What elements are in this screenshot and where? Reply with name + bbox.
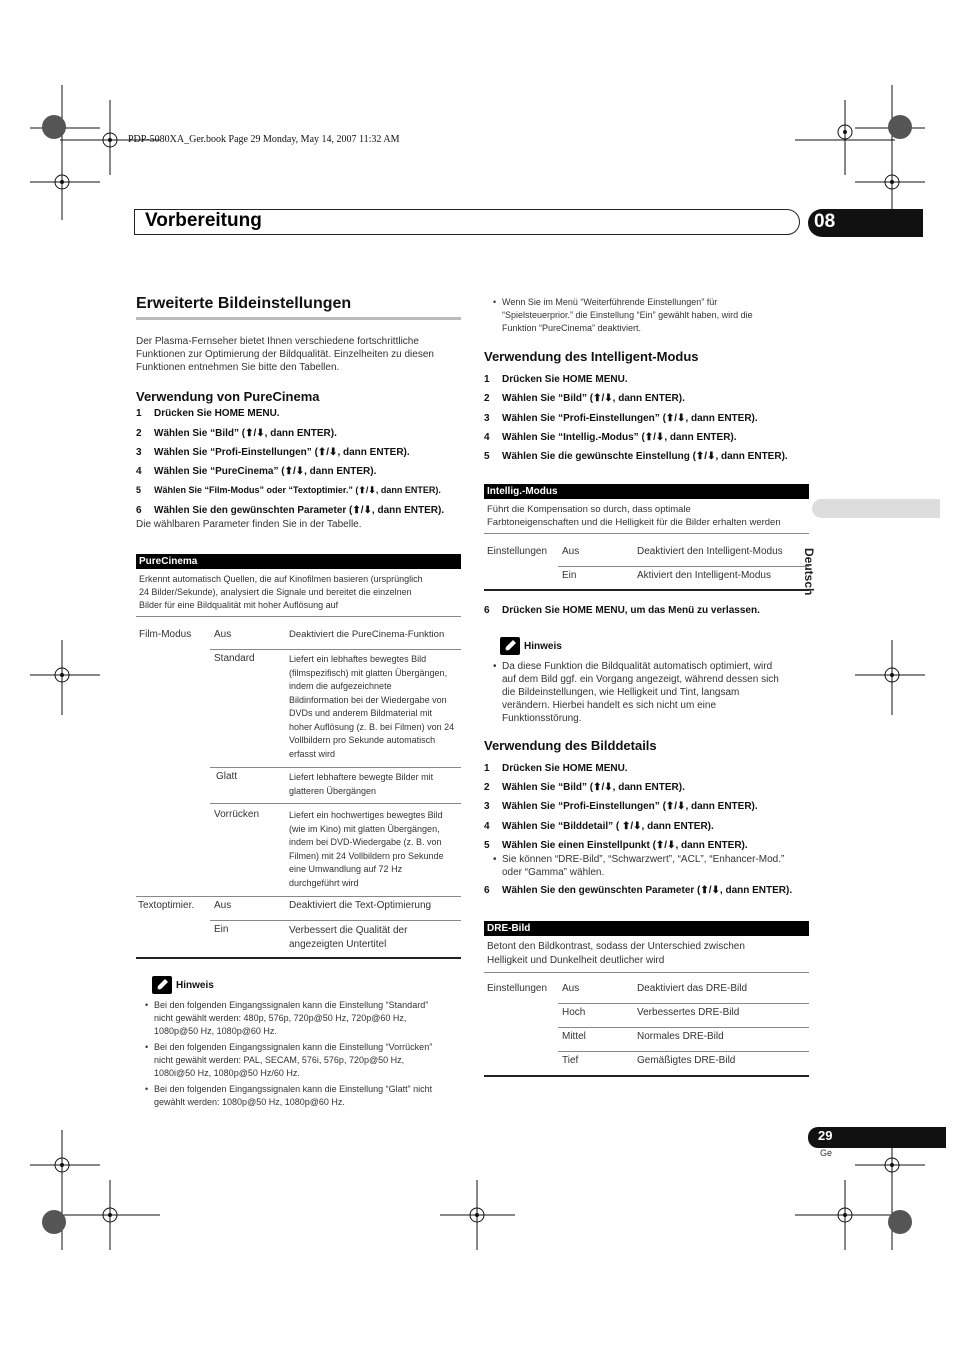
- table-description: Führt die Kompensation so durch, dass optimale Farbtoneigenschaften und die Helligkeit für die Bilder erhalten werden: [484, 499, 809, 534]
- page-language: Ge: [820, 1148, 833, 1158]
- intellig-table: [484, 484, 809, 534]
- step-4: 4 Wählen Sie “Intellig.-Modus” (⬆/⬇, dann ENTER).: [484, 432, 737, 443]
- hinweis-title: Hinweis: [152, 976, 214, 994]
- step-6: 6 Drücken Sie HOME MENU, um das Menü zu verlassen.: [484, 605, 760, 616]
- step-5: 5 Wählen Sie die gewünschte Einstellung (⬆/⬇, dann ENTER).: [484, 451, 788, 462]
- table-cell: Einstellungen: [487, 546, 548, 557]
- table-cell: Ein: [214, 924, 229, 935]
- list-item: • Sie können “DRE-Bild”, “Schwarzwert”, “ACL”, “Enhancer-Mod.” oder “Gamma” wählen.: [493, 854, 785, 878]
- table-cell: Liefert ein lebhaftes bewegtes Bild (filmspezifisch) mit glatten Übergängen, indem die aufgezeichnete Bildinformation bei der Wiedergabe von DVDs und anderem Bildmaterial mit hoher Auflösung (z. B. bei Filmen) von 24 Vollbildern pro Sekunde automatisch erfasst wird: [289, 654, 455, 759]
- table-cell: Textoptimier.: [138, 900, 195, 911]
- top-bullet: • Wenn Sie im Menü “Weiterführende Einstellungen” für “Spielsteuerprior.” die Einstellung “Ein” gewählt haben, wird die Funktion “PureCinema” deaktiviert.: [493, 297, 753, 333]
- table-cell: Liefert ein hochwertiges bewegtes Bild (wie im Kino) mit glatten Übergängen, indem bei DVD-Wiedergabe (z. B. von Filmen) mit 24 Vollbildern pro Sekunde eine Umwandlung auf 72 Hz durchgeführt wird: [289, 810, 444, 888]
- list-item: • Da diese Funktion die Bildqualität automatisch optimiert, wird auf dem Bild ggf. ein Vorgang angezeigt, während dessen sich die Bildeinstellungen, wie Helligkeit und Tint, langsam verändern. Hierbei handelt es sich nicht um eine Funktionsstörung.: [493, 661, 779, 724]
- intelligent-heading: Verwendung des Intelligent-Modus: [484, 349, 699, 364]
- table-cell: Deaktiviert die Text-Optimierung: [289, 900, 432, 911]
- table-cell: Deaktiviert den Intelligent-Modus: [637, 546, 783, 557]
- table-cell: Verbessert die Qualität der angezeigten Untertitel: [289, 925, 408, 950]
- note-pencil-icon: [152, 976, 172, 994]
- table-cell: Deaktiviert das DRE-Bild: [637, 983, 748, 994]
- purecinema-table: [136, 554, 461, 617]
- dre-table: [484, 921, 809, 973]
- step-4: 4 Wählen Sie “PureCinema” (⬆/⬇, dann ENTER).: [136, 466, 377, 477]
- step-6: 6 Wählen Sie den gewünschten Parameter (⬆/⬇, dann ENTER).: [136, 505, 445, 516]
- table-cell: Standard: [214, 653, 255, 664]
- purecinema-heading: Verwendung von PureCinema: [136, 389, 320, 404]
- table-cell: Hoch: [562, 1007, 586, 1018]
- hinweis-list: [145, 999, 465, 1109]
- table-cell: Film-Modus: [139, 629, 192, 640]
- steps-note: Die wählbaren Parameter finden Sie in der Tabelle.: [136, 519, 362, 530]
- step-2: 2 Wählen Sie “Bild” (⬆/⬇, dann ENTER).: [484, 393, 685, 404]
- table-cell: Tief: [562, 1055, 579, 1066]
- table-title: PureCinema: [136, 554, 461, 569]
- step-1: 1 Drücken Sie HOME MENU.: [136, 408, 280, 419]
- page-number: 29: [808, 1127, 946, 1148]
- table-cell: Gemäßigtes DRE-Bild: [637, 1055, 736, 1066]
- step-4: 4 Wählen Sie “Bilddetail” ( ⬆/⬇, dann ENTER).: [484, 821, 714, 832]
- intro-text: Der Plasma-Fernseher bietet Ihnen verschiedene fortschrittliche Funktionen zur Optimierung der Bildqualität. Einzelheiten zu diesen Funktionen entnehmen Sie bitte den Tabellen.: [136, 336, 434, 373]
- list-item: • Bei den folgenden Eingangssignalen kann die Einstellung “Glatt” nicht gewählt werden: 1080p@50 Hz, 1080p@60 Hz.: [145, 1084, 433, 1107]
- table-cell: Aus: [562, 983, 580, 994]
- step-2: 2 Wählen Sie “Bild” (⬆/⬇, dann ENTER).: [484, 782, 685, 793]
- table-cell: Einstellungen: [487, 983, 548, 994]
- table-title: Intellig.-Modus: [484, 484, 809, 499]
- step-3: 3 Wählen Sie “Profi-Einstellungen” (⬆/⬇, dann ENTER).: [484, 801, 758, 812]
- table-cell: Aus: [214, 900, 232, 911]
- chapter-number: 08: [808, 209, 923, 237]
- table-title: DRE-Bild: [484, 921, 809, 936]
- table-cell: Liefert lebhaftere bewegte Bilder mit glatteren Übergängen: [289, 772, 434, 796]
- table-cell: Aus: [562, 546, 580, 557]
- step-5: 5 Wählen Sie einen Einstellpunkt (⬆/⬇, dann ENTER).: [484, 840, 748, 851]
- list-item: • Bei den folgenden Eingangssignalen kann die Einstellung “Vorrücken” nicht gewählt werden: PAL, SECAM, 576i, 576p, 720p@50 Hz, 1080i@50 Hz, 1080p@50 Hz/60 Hz.: [145, 1042, 433, 1078]
- step-1: 1 Drücken Sie HOME MENU.: [484, 763, 628, 774]
- list-item: • Bei den folgenden Eingangssignalen kann die Einstellung “Standard” nicht gewählt werden: 480p, 576p, 720p@50 Hz, 720p@60 Hz, 1080p@50 Hz, 1080p@60 Hz.: [145, 1000, 429, 1036]
- table-cell: Mittel: [562, 1031, 586, 1042]
- step-3: 3 Wählen Sie “Profi-Einstellungen” (⬆/⬇, dann ENTER).: [136, 447, 410, 458]
- table-cell: Normales DRE-Bild: [637, 1031, 724, 1042]
- table-cell: Aus: [214, 629, 232, 640]
- language-label: Deutsch: [802, 548, 816, 596]
- step-1: 1 Drücken Sie HOME MENU.: [484, 374, 628, 385]
- table-cell: Verbessertes DRE-Bild: [637, 1007, 740, 1018]
- detail-heading: Verwendung des Bilddetails: [484, 738, 657, 753]
- note-pencil-icon: [500, 637, 520, 655]
- language-tab: [812, 499, 940, 518]
- table-cell: Vorrücken: [214, 809, 260, 820]
- left-column: [136, 295, 461, 404]
- table-description: Erkennt automatisch Quellen, die auf Kinofilmen basieren (ursprünglich 24 Bilder/Sekunde), analysiert die Signale und bereitet die einzelnen Bilder für eine Bildqualität mit hoher Auflösung auf: [136, 569, 461, 617]
- step-3: 3 Wählen Sie “Profi-Einstellungen” (⬆/⬇, dann ENTER).: [484, 413, 758, 424]
- step-6: 6 Wählen Sie den gewünschten Parameter (⬆/⬇, dann ENTER).: [484, 885, 793, 896]
- table-description: Betont den Bildkontrast, sodass der Unterschied zwischen Helligkeit und Dunkelheit deutlicher wird: [484, 936, 809, 973]
- file-info: PDP-5080XA_Ger.book Page 29 Monday, May 14, 2007 11:32 AM: [128, 134, 400, 145]
- table-cell: Deaktiviert die PureCinema-Funktion: [289, 629, 445, 640]
- step-5: 5 Wählen Sie “Film-Modus” oder “Textoptimier.” (⬆/⬇, dann ENTER).: [136, 485, 441, 495]
- hinweis-title: Hinweis: [500, 637, 562, 655]
- step-2: 2 Wählen Sie “Bild” (⬆/⬇, dann ENTER).: [136, 428, 337, 439]
- table-cell: Glatt: [216, 771, 238, 782]
- table-cell: Ein: [562, 570, 577, 581]
- table-cell: Aktiviert den Intelligent-Modus: [637, 570, 771, 581]
- section-heading: Erweiterte Bildeinstellungen: [136, 295, 461, 320]
- chapter-title: Vorbereitung: [145, 210, 262, 231]
